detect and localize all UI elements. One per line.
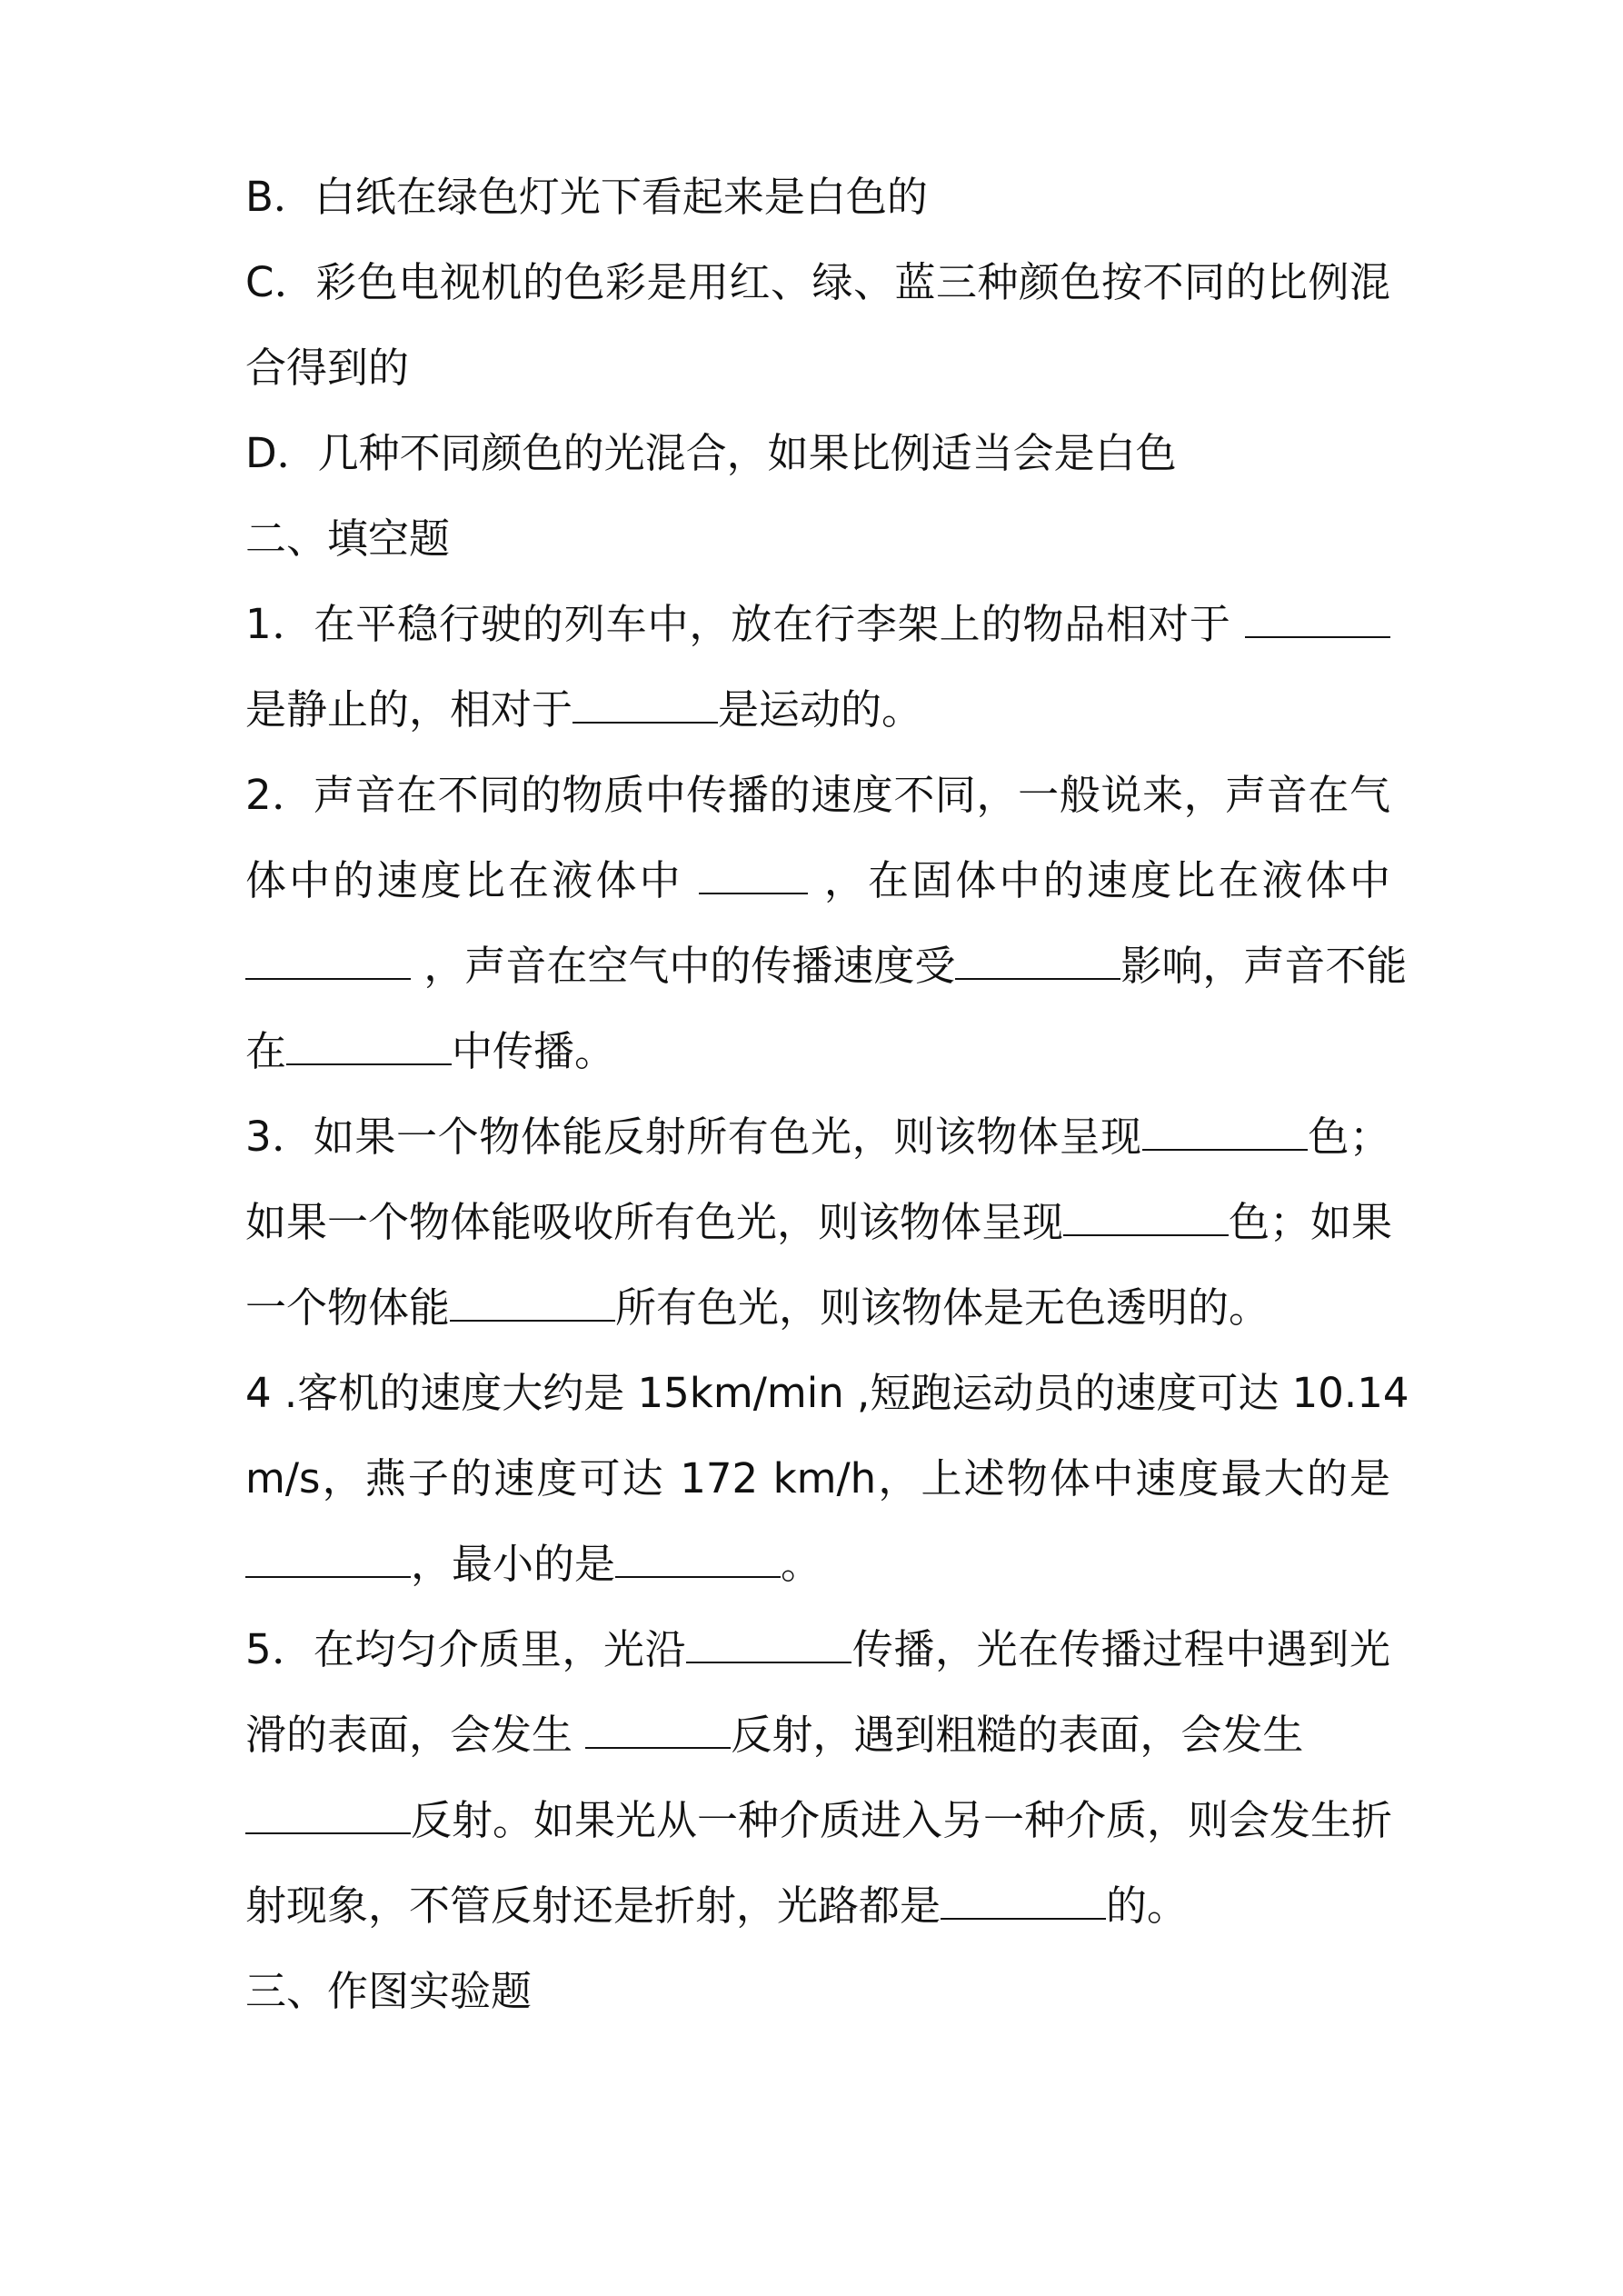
option-c-line-1: C．彩色电视机的色彩是用红、绿、蓝三种颜色按不同的比例混	[245, 258, 1390, 306]
q3-line-1: 3．如果一个物体能反射所有色光，则该物体呈现 色；	[245, 1113, 1390, 1161]
answer-blank[interactable]	[1142, 1148, 1308, 1151]
answer-blank[interactable]	[686, 1661, 851, 1663]
answer-blank[interactable]	[450, 1319, 615, 1322]
q4-line-1: 4 .客机的速度大约是 15km/min ,短跑运动员的速度可达 10.14	[245, 1369, 1409, 1417]
q2-line-3: ，声音在空气中的传播速度受 影响，声音不能	[245, 923, 1390, 1009]
q5-line-4: 射现象，不管反射还是折射，光路都是 的。	[245, 1882, 1189, 1930]
q3-line-3: 一个物体能 所有色光，则该物体是无色透明的。	[245, 1283, 1270, 1332]
section-3-heading: 三、作图实验题	[245, 1967, 533, 2015]
q5-line-3: 反射。如果光从一种介质进入另一种介质，则会发生折	[245, 1778, 1390, 1863]
option-d: D．几种不同颜色的光混合，如果比例适当会是白色	[245, 429, 1177, 477]
answer-blank[interactable]	[941, 1917, 1106, 1920]
answer-blank[interactable]	[615, 1575, 781, 1578]
q1-line-2: 是静止的，相对于 是运动的。	[245, 685, 923, 734]
answer-blank[interactable]	[573, 721, 718, 724]
section-2-heading: 二、填空题	[245, 514, 451, 563]
answer-blank[interactable]	[286, 1063, 452, 1065]
answer-blank[interactable]	[699, 892, 808, 894]
q5-line-1: 5．在均匀介质里，光沿 传播，光在传播过程中遇到光	[245, 1625, 1390, 1673]
answer-blank[interactable]	[1063, 1233, 1229, 1236]
answer-blank[interactable]	[585, 1746, 731, 1749]
q5-line-2: 滑的表面，会发生 反射，遇到粗糙的表面，会发生	[245, 1711, 1304, 1759]
q2-line-4: 在 中传播。	[245, 1027, 616, 1075]
q3-line-2: 如果一个物体能吸收所有色光，则该物体呈现 色；如果	[245, 1198, 1393, 1246]
answer-blank[interactable]	[955, 977, 1120, 980]
answer-blank[interactable]	[245, 1832, 411, 1834]
answer-blank[interactable]	[1245, 635, 1390, 638]
answer-blank[interactable]	[245, 1575, 411, 1578]
option-b: B．白纸在绿色灯光下看起来是白色的	[245, 173, 928, 221]
q2-line-1: 2．声音在不同的物质中传播的速度不同，一般说来，声音在气	[245, 771, 1390, 819]
q1-line-1: 1．在平稳行驶的列车中，放在行李架上的物品相对于	[245, 582, 1390, 667]
q4-line-2: m/s，燕子的速度可达 172 km/h，上述物体中速度最大的是	[245, 1454, 1390, 1502]
option-c-line-2: 合得到的	[245, 344, 410, 392]
q2-line-2: 体中的速度比在液体中 ，在固体中的速度比在液体中	[245, 856, 1390, 904]
answer-blank[interactable]	[245, 977, 411, 980]
q4-line-3: ，最小的是 。	[245, 1522, 1390, 1607]
document-page	[245, 155, 1409, 2034]
